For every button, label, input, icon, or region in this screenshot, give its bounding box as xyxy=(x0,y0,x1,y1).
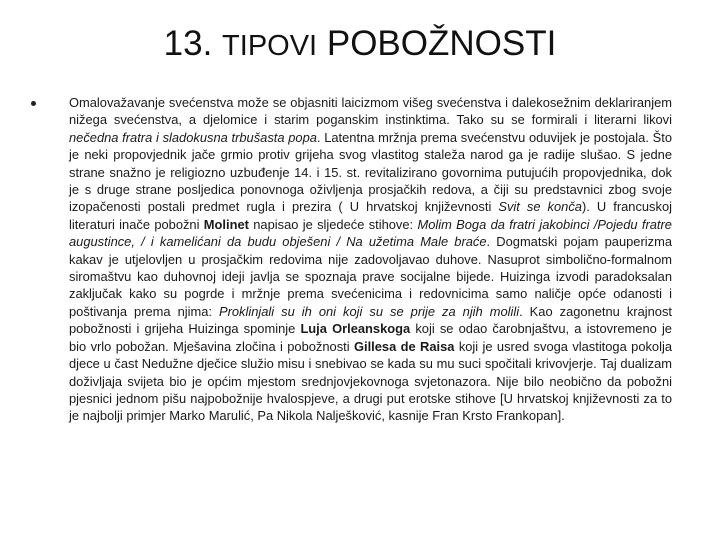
italic-huizinga-quote: Proklinjali su ih oni koji su se prije za njih molili xyxy=(219,303,520,319)
text-run: . Latentna mržnja prema svećenstvu oduvijek je postojala. Što je neki propovjednik jače grmio protiv grijeha svog vlastitog staleža narod ga je radije slušao. S jedne strane snažno je religiozno uzbuđenje 14. i 15. st. revitalizirano govornima putujućih propovjednika, dok je s druge strane posljedica ponovnoga oživljenja prosjačkih redova, a čiji su predstavnici zbog svoje izopačenosti postali predmet rugla i prezira ( U hrvatskoj književnosti xyxy=(69,129,672,215)
text-run: Omalovažavanje svećenstva može se objasniti laicizmom višeg svećenstva i dalekosežnim deklariranjem nižega svećenstva, a djelomice i starim poganskim instinktima. Tako su se formirali i literarni likovi xyxy=(69,95,672,128)
italic-phrase: nečedna fratra i sladokusna trbušasta popa xyxy=(69,129,317,145)
title-word-poboznosti: POBOŽNOSTI xyxy=(317,24,557,63)
page-title xyxy=(0,22,720,68)
text-run: . Dogmatski pojam pauperizma kakav je utjelovljen u prosjačkim redovima nije zadovoljavao duhove. Nasuprot simbolično-formalnom siromaštvu kao duhovnoj ideji javlja se spoznaja prave socijalne bijede. Huizinga izvodi paradoksalan zaključak kako su pogrde i mržnje prema svećenicima i redovnicima samo naličje opće odanosti i poštivanja prema njima: xyxy=(69,234,672,319)
text-run: ). U francuskoj literaturi inače pobožni xyxy=(69,199,672,232)
italic-title-svit-se-konca: Svit se konča xyxy=(498,199,582,215)
bullet-icon xyxy=(31,101,36,106)
bold-name-luja-orleanskoga: Luja Orleanskoga xyxy=(300,321,411,337)
body-paragraph xyxy=(69,94,672,425)
text-run: napisao je sljedeće stihove: xyxy=(248,216,418,232)
title-word-tipovi: TIPOVI xyxy=(222,30,318,62)
italic-verse-quote: Molim Boga da fratri jakobinci /Pojedu fratre augustince, / i kamelićani da budu obješeni / Na užetima Male braće xyxy=(69,216,672,250)
bold-name-molinet: Molinet xyxy=(203,216,249,232)
text-run: . Kao zagonetnu krajnost pobožnosti i grijeha Huizinga spominje xyxy=(69,303,672,337)
text-run: koji je usred svoga vlastitoga pokolja djece u čast Nedužne dječice služio misu i snebivao se kada su mu suci spočitali krivovjerje. Taj dualizam doživljaja svijeta bio je općim mjestom srednjovjekovnoga svjetonazora. Nije bilo neobično da pobožni pjesnici jednom pišu najpobožnije hvalospjeve, a drugi put erotske stihove [U hrvatskoj književnosti za to je najbolji primjer Marko Marulić, Pa Nikola Nalješković, kasnije Fran Krsto Frankopan]. xyxy=(69,338,672,424)
bold-name-gillesa-de-raisa: Gillesa de Raisa xyxy=(353,338,455,354)
title-number: 13. xyxy=(163,24,223,63)
text-run: koji se odao čarobnjaštvu, a istovremeno je bio vrlo pobožan. Mješavina zločina i pobožnosti xyxy=(69,321,672,354)
